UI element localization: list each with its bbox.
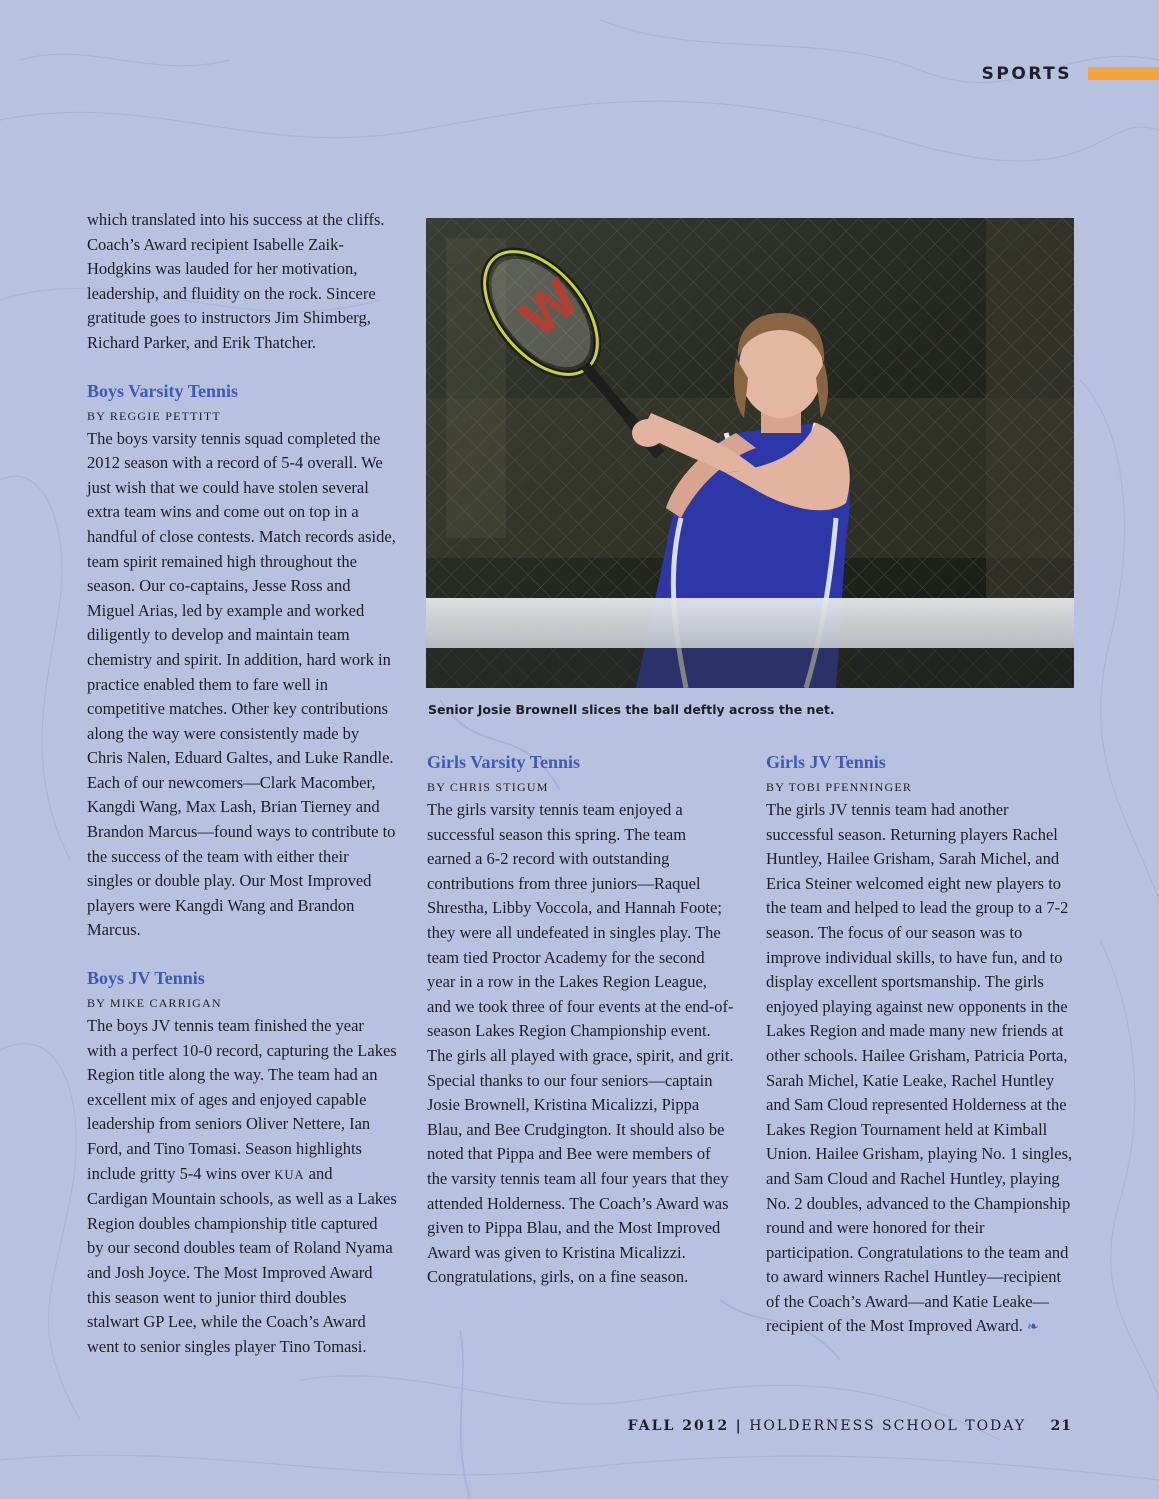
footer-separator: | (735, 1418, 743, 1434)
girls-jv-byline: BY TOBI PFENNINGER (766, 780, 913, 794)
page-number: 21 (1050, 1418, 1072, 1434)
tennis-player-photo (426, 218, 1074, 688)
column-3 (766, 749, 1074, 1341)
photo-illustration (426, 218, 1074, 688)
page-footer (600, 1418, 1072, 1434)
photo-caption: Senior Josie Brownell slices the ball deftly across the net. (428, 702, 835, 717)
column-2 (427, 749, 734, 1290)
kua-abbreviation: KUA (274, 1167, 305, 1182)
column-1 (87, 208, 397, 1359)
girls-varsity-heading: Girls Varsity Tennis (427, 752, 581, 772)
girls-varsity-body: The girls varsity tennis team enjoyed a successful season this spring. The team earned a 6-2 record with outstanding contributions from three juniors—Raquel Shrestha, Libby Voccola, and Hannah Foote; they were all undefeated in singles play. The team tied Proctor Academy for the second year in a row in the Lakes Region League, and we took three of four events at the end-of-season Lakes Region Championship event. The girls all played with grace, spirit, and grit. Special thanks to our four seniors—captain Josie Brownell, Kristina Micalizzi, Pippa Blau, and Bee Crudgington. It should also be noted that Pippa and Bee were members of the varsity tennis team all four years that they attended Holderness. The Coach’s Award was given to Pippa Blau, and the Most Improved Award was given to Kristina Micalizzi. Congratulations, girls, on a fine season. (427, 800, 734, 1287)
intro-paragraph: which translated into his success at the cliffs. Coach’s Award recipient Isabelle Zaik-Hodgkins was lauded for her motivation, leadership, and fluidity on the rock. Sincere gratitude goes to instructors Jim Shimberg, Richard Parker, and Erik Thatcher. (87, 210, 385, 352)
boys-jv-heading: Boys JV Tennis (87, 968, 205, 989)
girls-jv-heading: Girls JV Tennis (766, 752, 886, 772)
boys-varsity-byline: BY REGGIE PETTITT (87, 408, 221, 423)
section-tag: SPORTS (981, 64, 1072, 84)
girls-varsity-byline: BY CHRIS STIGUM (427, 780, 549, 794)
girls-jv-body (766, 798, 1074, 1341)
footer-issue: FALL 2012 (627, 1418, 730, 1434)
girls-jv-body-text: The girls JV tennis team had another successful season. Returning players Rachel Huntley, Hailee Grisham, Sarah Michel, and Erica Steiner welcomed eight new players to the team and helped to lead the group to a 7-2 season. The focus of our season was to improve individual skills, to have fun, and to display excellent sportsmanship. The girls enjoyed playing against new opponents in the Lakes Region and made many new friends at other schools. Hailee Grisham, Patricia Porta, Sarah Michel, Katie Leake, Rachel Huntley and Sam Cloud represented Holderness at the Lakes Region Tournament held at Kimball Union. Hailee Grisham, playing No. 1 singles, and Sam Cloud and Rachel Huntley, playing No. 2 doubles, advanced to the Championship round and were honored for their participation. Congratulations to the team and to award winners Rachel Huntley—recipient of the Coach’s Award—and Katie Leake—recipient of the Most Improved Award. (766, 800, 1073, 1336)
boys-varsity-heading: Boys Varsity Tennis (87, 380, 239, 401)
boys-jv-body-b: and Cardigan Mountain schools, as well as a Lakes Region doubles championship title captured by our second doubles team of Roland Nyama and Josh Joyce. The Most Improved Award this season went to junior third doubles stalwart GP Lee, while the Coach’s Award went to senior singles player Tino Tomasi. (87, 1163, 397, 1356)
boys-jv-body-a: The boys JV tennis team finished the year with a perfect 10-0 record, capturing the Lakes Region title along the way. The team had an excellent mix of ages and enjoyed capable leadership from seniors Oliver Nettere, Ian Ford, and Tino Tomasi. Season highlights include gritty 5-4 wins over (87, 1016, 397, 1183)
svg-text:W: W (509, 267, 592, 351)
boys-jv-byline: BY MIKE CARRIGAN (87, 996, 222, 1011)
boys-varsity-body: The boys varsity tennis squad completed the 2012 season with a record of 5-4 overall. We just wish that we could have stolen several extra team wins and come out on top in a handful of close contests. Match records aside, team spirit remained high throughout the season. Our co-captains, Jesse Ross and Miguel Arias, led by example and worked diligently to develop and maintain team chemistry and spirit. In addition, hard work in practice enabled them to fare well in competitive matches. Other key contributions along the way were consistently made by Chris Nalen, Eduard Galtes, and Luke Randle. Each of our newcomers—Clark Macomber, Kangdi Wang, Max Lash, Brian Tierney and Brandon Marcus—found ways to contribute to the success of the team with either their singles or double play. Our Most Improved players were Kangdi Wang and Brandon Marcus. (87, 428, 396, 940)
end-mark-icon: ❧ (1027, 1320, 1039, 1336)
section-accent-bar (1088, 67, 1159, 80)
boys-jv-body (87, 1014, 397, 1359)
footer-publication: HOLDERNESS SCHOOL TODAY (749, 1418, 1027, 1434)
